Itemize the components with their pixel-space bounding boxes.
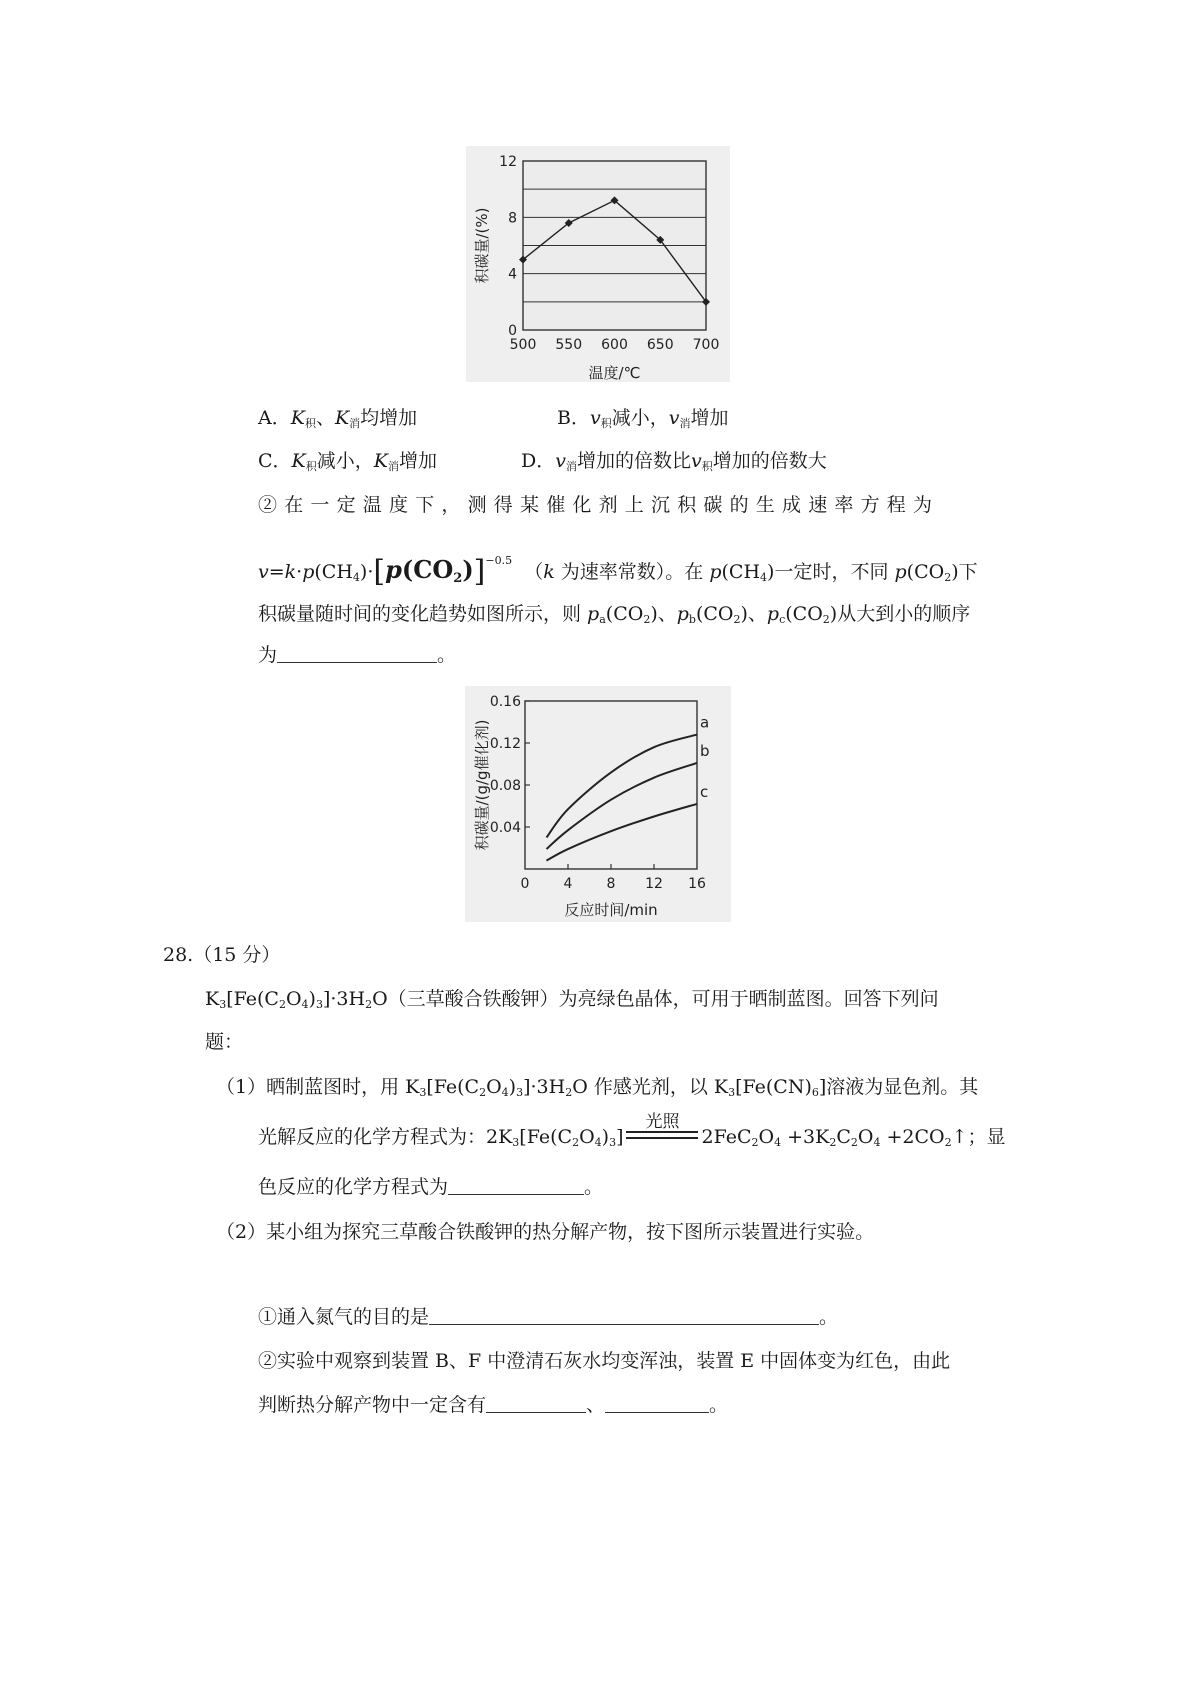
x-tick-label: 550: [555, 337, 583, 353]
x-tick-label: 4: [563, 876, 573, 892]
answer-blank-color-reaction[interactable]: [448, 1176, 584, 1195]
y-tick-label: 4: [508, 266, 517, 283]
carbon-vs-temperature-chart: [466, 146, 730, 382]
y-tick-label: 8: [508, 210, 517, 227]
x-tick-label: 600: [601, 337, 628, 353]
answer-blank-order[interactable]: [277, 644, 437, 663]
x-tick-label: 700: [692, 337, 720, 353]
option-d: D．$v_消$增加的倍数比$v_积$增加的倍数大: [521, 450, 827, 473]
q28-p6: ②实验中观察到装置 B、F 中澄清石灰水均变浑浊，装置 E 中固体变为红色，由此: [258, 1350, 951, 1372]
y-axis-label: 积碳量/(%): [473, 207, 491, 284]
x-tick-label: 8: [606, 876, 616, 892]
reaction-condition: 光照: [645, 1112, 680, 1132]
option-b: B．$v_积$减小，$v_消$增加: [557, 407, 729, 430]
answer-blank-product-1[interactable]: [486, 1394, 586, 1413]
x-axis-label: 温度/℃: [588, 364, 641, 382]
q28-p4: （2）某小组为探究三草酸合铁酸钾的热分解产物，按下图所示装置进行实验。: [216, 1221, 875, 1243]
answer-blank-nitrogen-purpose[interactable]: [429, 1306, 819, 1325]
series-line-c: [547, 804, 698, 861]
q28-p1: （1）晒制蓝图时，用 $K_3[Fe(C_2O_4)_3]\cdot 3H_2O$ 作感光剂，以 $K_3[Fe(CN)_6]$溶液为显色剂。其: [216, 1076, 979, 1099]
y-axis-label: 积碳量/(g/g催化剂): [473, 719, 491, 851]
y-tick-label: 0.08: [489, 778, 521, 794]
q28-p3: 色反应的化学方程式为 。: [258, 1176, 604, 1198]
q28-p5: ①通入氮气的目的是 。: [258, 1306, 839, 1328]
x-tick-label: 12: [645, 876, 663, 892]
rate-equation: $v=k\cdot p(CH_4)\cdot[p(CO_2)]^{-0.5}$ （k 为速率常数）。在 $p(CH_4)$一定时，不同 $p(CO_2)$下: [258, 554, 978, 589]
y-tick-label: 0.04: [489, 820, 521, 836]
y-tick-label: 0.16: [489, 694, 521, 710]
series-line-b: [547, 763, 698, 849]
answer-blank-product-2[interactable]: [605, 1394, 709, 1413]
carbon-vs-temperature-svg: [466, 146, 730, 382]
reaction-equals-sign: [626, 1112, 698, 1145]
y-tick-label: 0: [508, 323, 517, 339]
x-tick-label: 650: [646, 337, 674, 353]
carbon-vs-time-chart: [465, 686, 731, 922]
q28-p7: 判断热分解产物中一定含有 、 。: [258, 1394, 729, 1416]
x-tick-label: 500: [509, 337, 537, 353]
option-a: A．$K_积$、$K_消$均增加: [258, 407, 418, 430]
series-label-b: b: [700, 741, 710, 760]
option-c: C．$K_积$减小，$K_消$增加: [258, 450, 437, 473]
q2-intro: ②在一定温度下，测得某催化剂上沉积碳的生成速率方程为: [258, 494, 940, 516]
q28-photolysis-equation: 光解反应的化学方程式为：$2K_3[Fe(C_2O_4)_3]$ 光照 $2FeC_2O_4 +3K_2C_2O_4$ $+2CO_2↑$；显: [258, 1123, 1006, 1157]
x-tick-label: 16: [688, 876, 706, 892]
q28-heading: 28.（15 分）: [163, 944, 281, 966]
q28-intro1: $K_3[Fe(C_2O_4)_3]\cdot 3H_2O$（三草酸合铁酸钾）为亮绿色晶体，可用于晒制蓝图。回答下列问: [205, 988, 939, 1011]
y-tick-label: 12: [499, 154, 517, 170]
x-tick-label: 0: [520, 876, 530, 892]
q2-line4: 为 。: [258, 644, 457, 666]
carbon-vs-time-svg: [465, 686, 731, 922]
series-line-a: [547, 735, 698, 838]
y-tick-label: 0.12: [489, 736, 521, 752]
q28-intro2: 题：: [205, 1031, 244, 1053]
q2-line3: 积碳量随时间的变化趋势如图所示，则 $p_a(CO_2)$、$p_b(CO_2)$、$p_c(CO_2)$从大到小的顺序: [258, 603, 971, 626]
series-label-a: a: [700, 713, 710, 732]
x-axis-label: 反应时间/min: [564, 901, 658, 919]
series-label-c: c: [700, 782, 709, 801]
